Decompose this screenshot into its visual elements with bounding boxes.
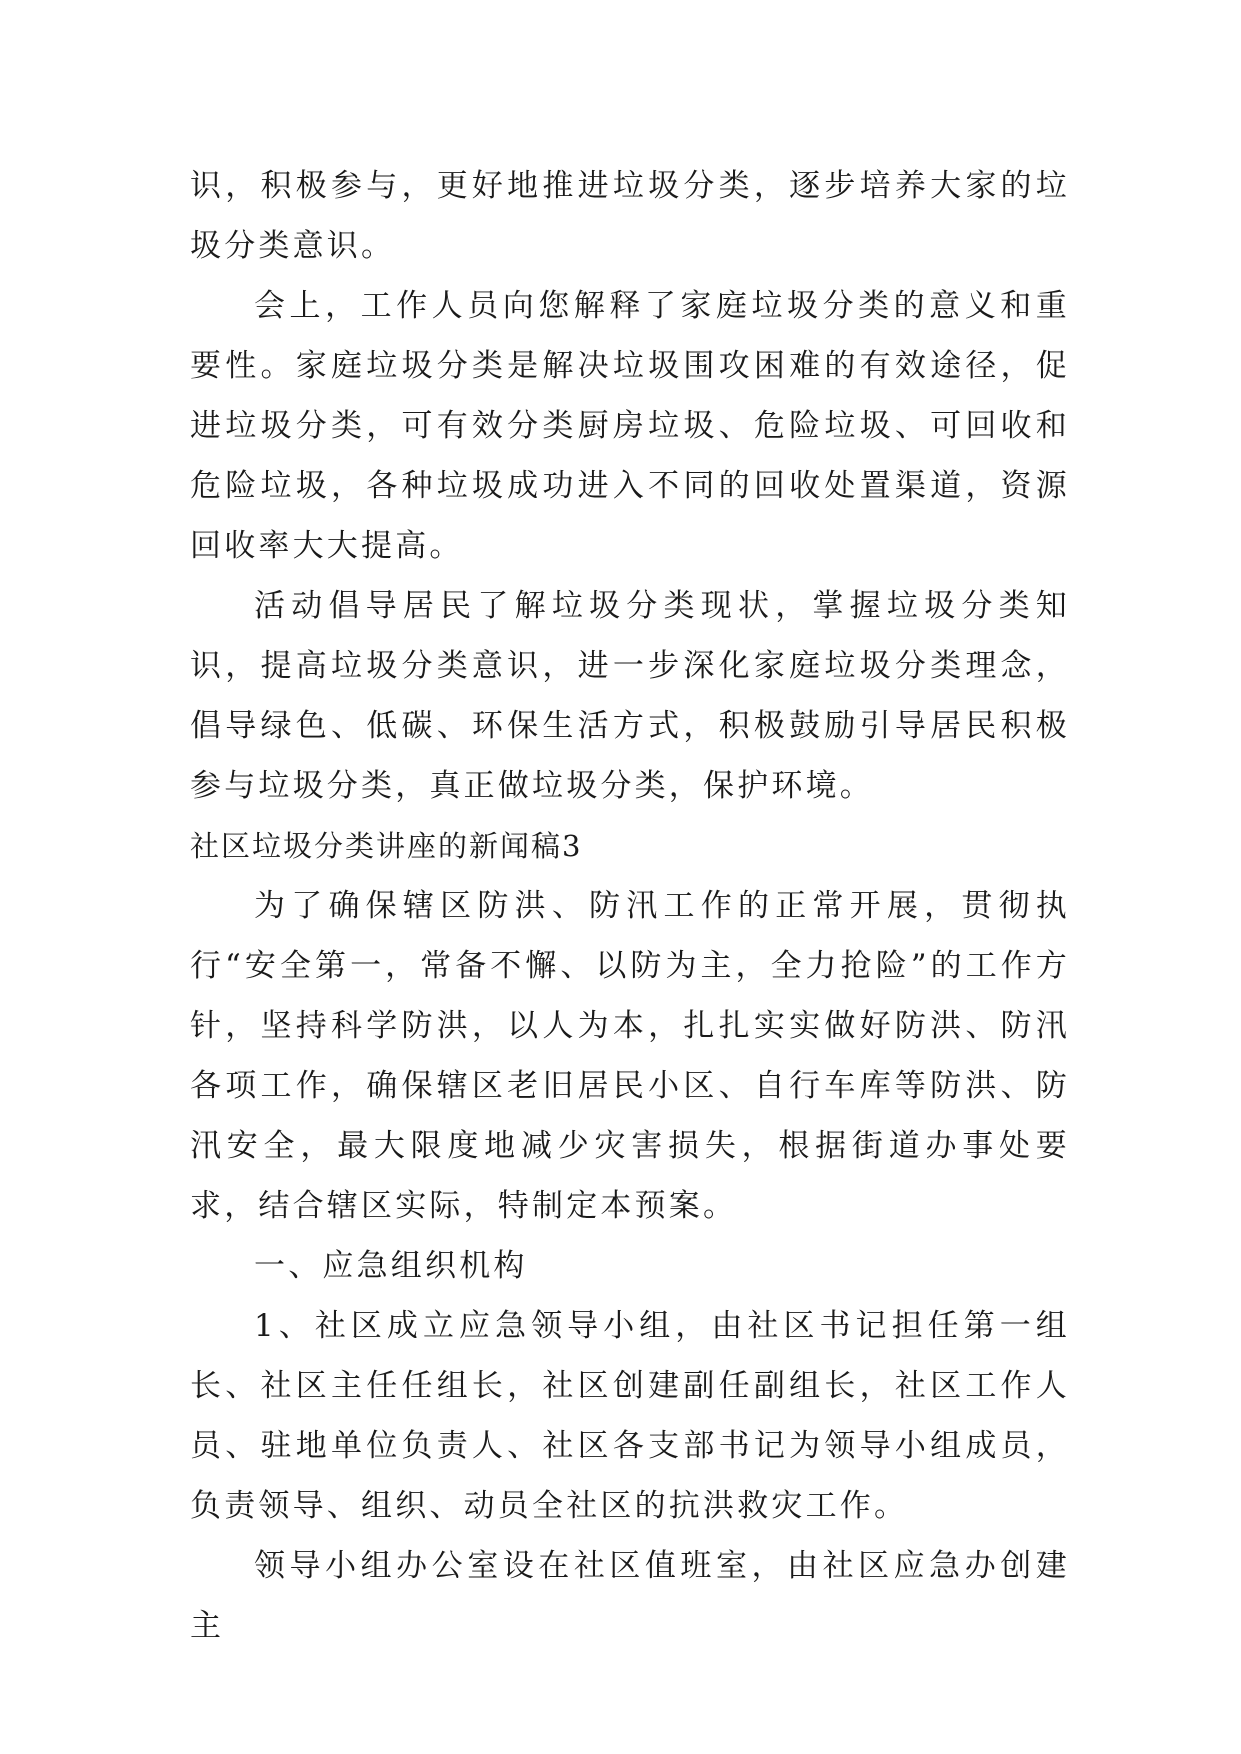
paragraph-flood-plan-intro: 为了确保辖区防洪、防汛工作的正常开展，贯彻执行“安全第一，常备不懈、以防为主，全力抢险”的工作方针，坚持科学防洪，以人为本，扎扎实实做好防洪、防汛各项工作，确保辖区老旧居民小区、自行车库等防洪、防汛安全，最大限度地减少灾害损失，根据街道办事处要求，结合辖区实际，特制定本预案。 bbox=[190, 888, 1070, 1224]
paragraph-activity: 活动倡导居民了解垃圾分类现状，掌握垃圾分类知识，提高垃圾分类意识，进一步深化家庭垃圾分类理念，倡导绿色、低碳、环保生活方式，积极鼓励引导居民积极参与垃圾分类，真正做垃圾分类，保护环境。 bbox=[190, 588, 1070, 804]
document-body bbox=[190, 156, 1070, 1656]
paragraph-continuation: 识，积极参与，更好地推进垃圾分类，逐步培养大家的垃圾分类意识。 bbox=[190, 168, 1070, 264]
paragraph-office: 领导小组办公室设在社区值班室，由社区应急办创建主 bbox=[190, 1548, 1070, 1644]
subheading-emergency-organization: 一、应急组织机构 bbox=[254, 1248, 528, 1284]
paragraph-meeting: 会上，工作人员向您解释了家庭垃圾分类的意义和重要性。家庭垃圾分类是解决垃圾围攻困难的有效途径，促进垃圾分类，可有效分类厨房垃圾、危险垃圾、可回收和危险垃圾，各种垃圾成功进入不同的回收处置渠道，资源回收率大大提高。 bbox=[190, 288, 1070, 564]
paragraph-leadership-group: 1、社区成立应急领导小组，由社区书记担任第一组长、社区主任任组长，社区创建副任副组长，社区工作人员、驻地单位负责人、社区各支部书记为领导小组成员，负责领导、组织、动员全社区的抗洪救灾工作。 bbox=[190, 1308, 1070, 1524]
section-heading: 社区垃圾分类讲座的新闻稿3 bbox=[190, 829, 583, 863]
